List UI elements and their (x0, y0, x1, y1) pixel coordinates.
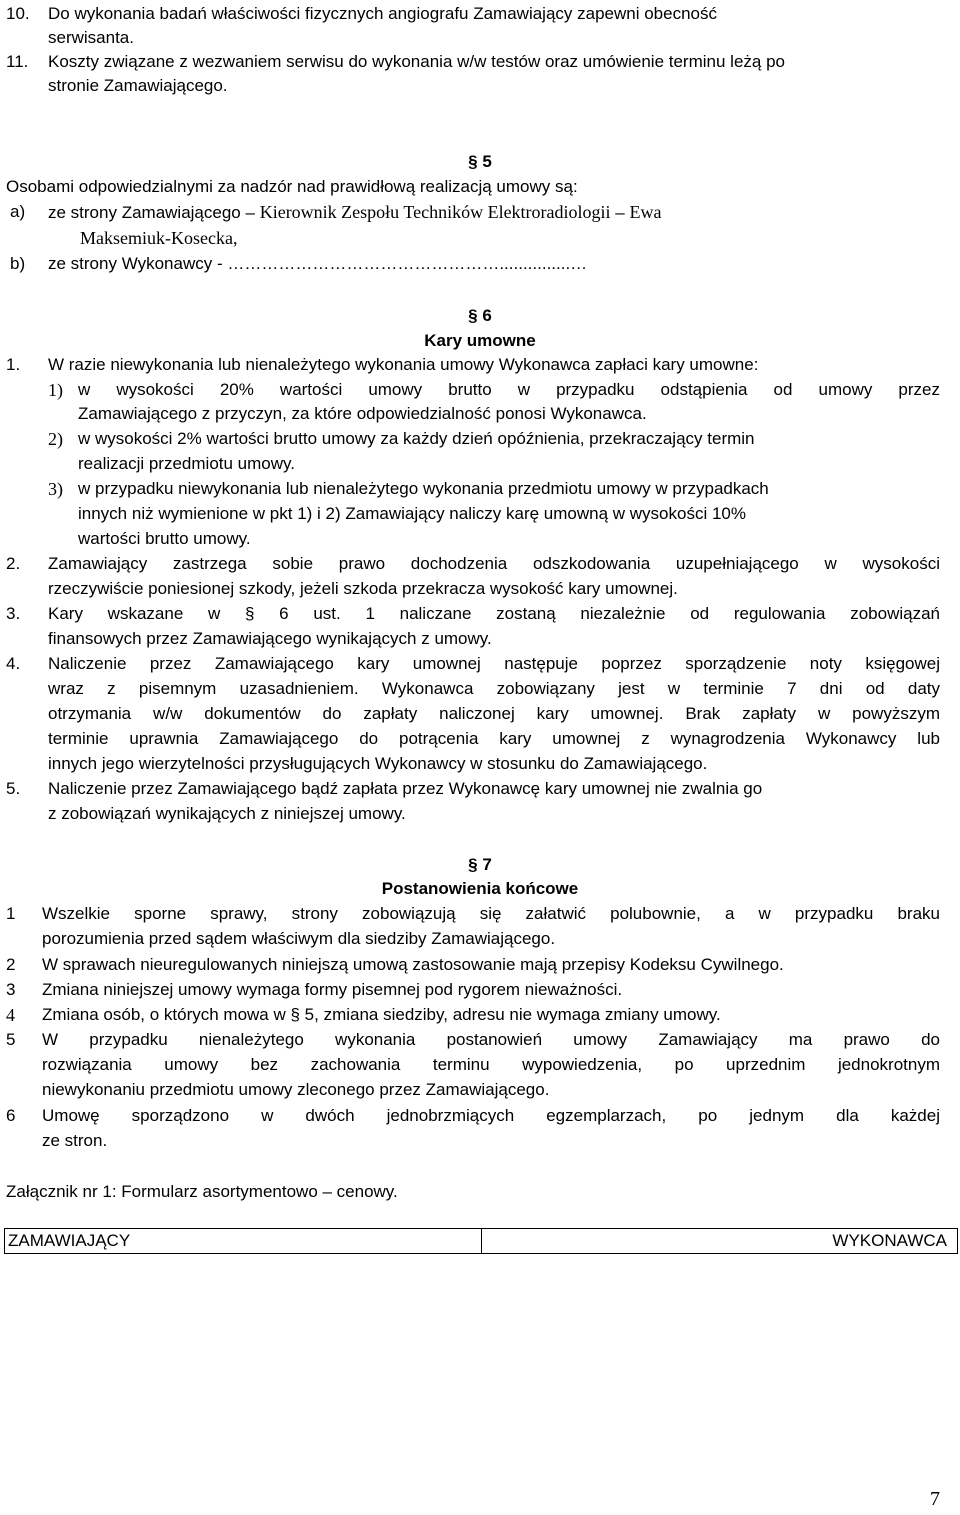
s5-b-text: ze strony Wykonawcy - …………………………………………...............… (48, 254, 588, 273)
item-11-number: 11. (6, 52, 29, 71)
s5-a-dash-2: – (615, 203, 625, 222)
s7-p3-text: Zmiana niniejszej umowy wymaga formy pisemnej pod rygorem nieważności. (42, 980, 623, 999)
s6-p4-text-cont-4: innych jego wierzytelności przysługujących Wykonawcy w stosunku do Zamawiającego. (48, 754, 708, 773)
s5-a-party: ze strony Zamawiającego (48, 203, 241, 222)
s6-p1-2-text-cont: realizacji przedmiotu umowy. (78, 454, 295, 473)
s6-p4-number: 4. (6, 654, 21, 673)
item-11-text: Koszty związane z wezwaniem serwisu do wykonania w/w testów oraz umówienie terminu leżą po (48, 52, 785, 71)
s6-p1-1-text-cont: Zamawiającego z przyczyn, za które odpowiedzialność ponosi Wykonawca. (78, 404, 647, 423)
signature-divider (481, 1229, 482, 1253)
s6-p3-text-cont: finansowych przez Zamawiającego wynikających z umowy. (48, 629, 492, 648)
s7-p6-text-cont: ze stron. (42, 1131, 108, 1150)
s6-p1-2-text: w wysokości 2% wartości brutto umowy za każdy dzień opóźnienia, przekraczający termin (78, 429, 755, 448)
s6-p3-number: 3. (6, 604, 21, 623)
item-10-number: 10. (6, 4, 30, 23)
s5-a-label: a) (10, 202, 26, 221)
item-11-text-cont: stronie Zamawiającego. (48, 76, 228, 95)
s6-p4-text-cont-2: otrzymania w/w dokumentów do zapłaty naliczonej kary umownej. Brak zapłaty w powyższym (48, 704, 940, 723)
s6-p5-text: Naliczenie przez Zamawiającego bądź zapłata przez Wykonawcę kary umownej nie zwalnia go (48, 779, 763, 798)
s7-p4-number: 4 (6, 1005, 15, 1025)
s7-p1-text: Wszelkie sporne sprawy, strony zobowiązują się załatwić polubownie, a w przypadku braku (42, 904, 940, 923)
s7-p5-number: 5 (6, 1030, 16, 1049)
signature-wykonawca: WYKONAWCA (832, 1231, 947, 1250)
s7-p1-number: 1 (6, 904, 16, 923)
s6-p2-number: 2. (6, 554, 21, 573)
s6-p4-text-cont: wraz z pisemnym uzasadnieniem. Wykonawca zobowiązany jest w terminie 7 dni od daty (48, 679, 940, 698)
section-5-intro: Osobami odpowiedzialnymi za nadzór nad prawidłową realizacją umowy są: (6, 177, 578, 196)
s6-p2-text: Zamawiający zastrzega sobie prawo dochodzenia odszkodowania uzupełniającego w wysokości (48, 554, 940, 573)
page-number: 7 (930, 1488, 940, 1510)
s7-p5-text-cont: rozwiązania umowy bez zachowania terminu wypowiedzenia, po uprzednim jednokrotnym (42, 1055, 940, 1074)
s5-a-person-name-cont: Maksemiuk-Kosecka, (80, 228, 238, 248)
section-7-title: Postanowienia końcowe (381, 879, 579, 898)
signature-table (4, 1228, 958, 1254)
section-6-title: Kary umowne (424, 331, 536, 350)
s5-a-dash: – (245, 203, 255, 222)
s5-a-person-role: Kierownik Zespołu Techników Elektroradiologii (259, 202, 611, 222)
item-10-text-cont: serwisanta. (48, 28, 134, 47)
s6-p3-text: Kary wskazane w § 6 ust. 1 naliczane zostaną niezależnie od regulowania zobowiązań (48, 604, 940, 623)
s6-p5-text-cont: z zobowiązań wynikających z niniejszej umowy. (48, 804, 406, 823)
s7-p2-number: 2 (6, 955, 16, 974)
s6-p1-3-text-cont-2: wartości brutto umowy. (78, 529, 251, 548)
s6-p4-text-cont-3: terminie uprawnia Zamawiającego do potrącenia kary umownej z wynagrodzenia Wykonawcy lub (48, 729, 940, 748)
s7-p6-number: 6 (6, 1106, 16, 1125)
s6-p1-1-number: 1) (48, 380, 63, 400)
item-10-text: Do wykonania badań właściwości fizycznych angiografu Zamawiający zapewni obecność (48, 4, 718, 23)
section-7-heading: § 7 (468, 855, 492, 874)
s7-p3-number: 3 (6, 980, 16, 999)
s7-p5-text: W przypadku nienależytego wykonania postanowień umowy Zamawiający ma prawo do (42, 1030, 940, 1049)
s6-p1-3-text: w przypadku niewykonania lub nienależytego wykonania przedmiotu umowy w przypadkach (78, 479, 769, 498)
s7-p1-text-cont: porozumienia przed sądem właściwym dla siedziby Zamawiającego. (42, 929, 556, 948)
signature-zamawiajacy: ZAMAWIAJĄCY (8, 1231, 131, 1250)
s7-p4-text: Zmiana osób, o których mowa w § 5, zmiana siedziby, adresu nie wymaga zmiany umowy. (42, 1005, 721, 1024)
s5-a-text (48, 200, 661, 225)
s6-p2-text-cont: rzeczywiście poniesionej szkody, jeżeli szkoda przekracza wysokość kary umownej. (48, 579, 678, 598)
s6-p1-text: W razie niewykonania lub nienależytego wykonania umowy Wykonawca zapłaci kary umowne: (48, 355, 759, 374)
section-6-heading: § 6 (468, 306, 492, 325)
s6-p1-1-text: w wysokości 20% wartości umowy brutto w przypadku odstąpienia od umowy przez (78, 380, 940, 399)
s6-p1-3-number: 3) (48, 479, 63, 499)
s5-b-label: b) (10, 254, 26, 273)
s7-p6-text: Umowę sporządzono w dwóch jednobrzmiących egzemplarzach, po jednym dla każdej (42, 1106, 940, 1125)
attachment-note: Załącznik nr 1: Formularz asortymentowo – cenowy. (6, 1182, 398, 1201)
s6-p4-text: Naliczenie przez Zamawiającego kary umownej następuje poprzez sporządzenie noty księgowej (48, 654, 940, 673)
s6-p5-number: 5. (6, 779, 21, 798)
s6-p1-3-text-cont: innych niż wymienione w pkt 1) i 2) Zamawiający naliczy karę umowną w wysokości 10% (78, 504, 746, 523)
s6-p1-number: 1. (6, 355, 21, 374)
s5-a-person-name: Ewa (629, 202, 662, 222)
s7-p5-text-cont-2: niewykonaniu przedmiotu umowy zleconego przez Zamawiającego. (42, 1080, 550, 1099)
s7-p2-text: W sprawach nieuregulowanych niniejszą umową zastosowanie mają przepisy Kodeksu Cywilnego. (42, 955, 784, 974)
s6-p1-2-number: 2) (48, 429, 63, 449)
section-5-heading: § 5 (468, 152, 492, 171)
